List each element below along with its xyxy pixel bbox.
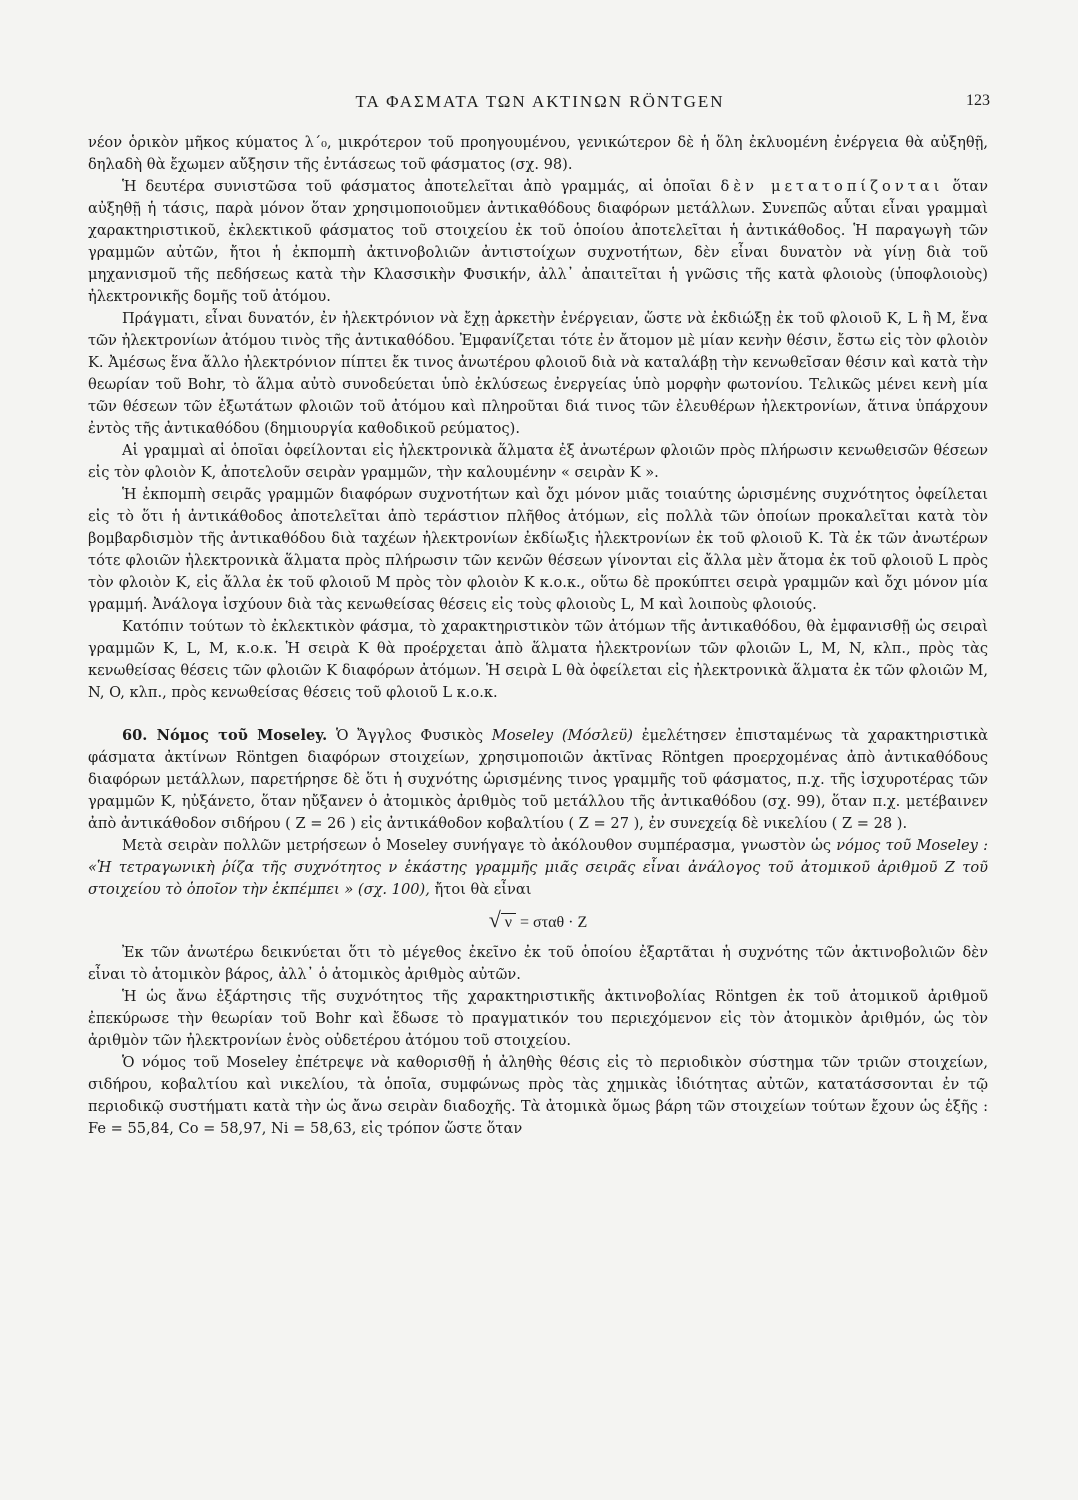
paragraph-2-spaced-emphasis: δὲν μετατοπίζονται bbox=[720, 178, 944, 195]
paragraph-8-text-a: Μετὰ σειρὰν πολλῶν μετρήσεων ὁ Moseley συνήγαγε τὸ ἀκόλουθον συμπέρασμα, γνωστὸν ὡς bbox=[122, 837, 837, 854]
paragraph-5: Ἡ ἐκπομπὴ σειρᾶς γραμμῶν διαφόρων συχνοτήτων καὶ ὄχι μόνον μιᾶς τοιαύτης ὡρισμένης συχνότητος ὀφείλεται εἰς τὸ ὅτι ἡ ἀντικάθοδος ἀποτελεῖται ἀπὸ τεράστιον πλῆθος ἀτόμων, εἰς πολλὰ τῶν ὁποίων προκαλεῖται κατὰ τὸν βομβαρδισμὸν τῆς ἀντικαθόδου διὰ ταχέων ἠλεκτρονίων ἐκδίωξις ἠλεκτρονίων ἐκ τοῦ φλοιοῦ K. Τὰ ἐκ τῶν ἀνωτέρων τότε φλοιῶν ἠλεκτρονικὰ ἅλματα πρὸς πλήρωσιν τῶν κενῶν θέσεων γίνονται εἰς ἄλλα μὲν ἄτομα ἐκ τοῦ φλοιοῦ L πρὸς τὸν φλοιὸν K, εἰς ἄλλα ἐκ τοῦ φλοιοῦ M πρὸς τὸν φλοιὸν K κ.ο.κ., οὕτω δὲ προκύπτει σειρὰ γραμμῶν καὶ ὄχι μόνον μία γραμμή. Ἀνάλογα ἰσχύουν διὰ τὰς κενωθείσας θέσεις εἰς τοὺς φλοιοὺς L, M καὶ λοιποὺς φλοιούς. bbox=[88, 486, 988, 613]
paragraph-7-text-a: Ὁ Ἄγγλος Φυσικὸς bbox=[327, 727, 492, 744]
paragraph-4: Αἱ γραμμαὶ αἱ ὁποῖαι ὀφείλονται εἰς ἠλεκτρονικὰ ἅλματα ἐξ ἀνωτέρων φλοιῶν πρὸς πλήρωσιν κενωθεισῶν θέσεων εἰς τὸν φλοιὸν K, ἀποτελοῦν σειρὰν γραμμῶν, τὴν καλουμένην « σειρὰν K ». bbox=[88, 442, 988, 481]
paragraph-3: Πράγματι, εἶναι δυνατόν, ἐν ἠλεκτρόνιον νὰ ἔχῃ ἀρκετὴν ἐνέργειαν, ὥστε νὰ ἐκδιώξῃ ἐκ τοῦ φλοιοῦ K, L ἢ M, ἕνα τῶν ἠλεκτρονίων ἀτόμου τινὸς τῆς ἀντικαθόδου. Ἐμφανίζεται τότε ἐν ἄτομον μὲ μίαν κενὴν θέσιν, ἔστω εἰς τὸν φλοιὸν K. Ἀμέσως ἕνα ἄλλο ἠλεκτρόνιον πίπτει ἔκ τινος ἀνωτέρου φλοιοῦ διὰ νὰ καταλάβῃ τὴν κενωθεῖσαν θέσιν καὶ κατὰ τὴν θεωρίαν τοῦ Bohr, τὸ ἅλμα αὐτὸ συνοδεύεται ὑπὸ ἐκλύσεως ἐνεργείας ὑπὸ μορφὴν φωτονίου. Τελικῶς μένει κενὴ μία τῶν θέσεων τῶν ἐξωτάτων φλοιῶν τοῦ ἀτόμου καὶ πληροῦται διά τινος τῶν ἐλευθέρων ἠλεκτρονίων, ἅτινα ὑπάρχουν ἐντὸς τῆς ἀντικαθόδου (δημιουργία καθοδικοῦ ρεύματος). bbox=[88, 310, 988, 437]
paragraph-2-text-b: ὅταν αὐξηθῇ ἡ τάσις, παρὰ μόνον ὅταν χρησιμοποιοῦμεν ἀντικαθόδους διαφόρων μετάλλων. Συνεπῶς αὗται εἶναι γραμμαὶ χαρακτηριστικοῦ, ἐκλεκτικοῦ φάσματος τοῦ στοιχείου ἐκ τοῦ ὁποίου ἀποτελεῖται ἡ ἀντικάθοδος. Ἡ παραγωγὴ τῶν γραμμῶν αὐτῶν, ἤτοι ἡ ἐκπομπὴ ἀκτινοβολιῶν ἀντιστοίχων συχνοτήτων, δὲν εἶναι δυνατὸν νὰ γίνῃ διὰ τοῦ μηχανισμοῦ τῆς πεδήσεως κατὰ τὴν Κλασσικὴν Φυσικήν, ἀλλ᾿ ἀπαιτεῖται ἡ γνῶσις τῆς κατὰ φλοιοὺς (ὑποφλοιοὺς) ἠλεκτρονικῆς δομῆς τοῦ ἀτόμου. bbox=[88, 178, 988, 305]
paragraph-7 bbox=[88, 725, 988, 835]
page-header bbox=[90, 92, 990, 116]
paragraph-7-text-b: ἐμελέτησεν ἐπισταμένως τὰ χαρακτηριστικὰ φάσματα ἀκτίνων Röntgen διαφόρων στοιχείων, χρησιμοποιῶν ἀκτῖνας Röntgen προερχομένας ἀπὸ ἀντικαθόδους διαφόρων μετάλλων, παρετήρησε δὲ ὅτι ἡ συχνότης ὡρισμένης τινος γραμμῆς τοῦ φάσματος, π.χ. τῆς ἰσχυροτέρας τῶν γραμμῶν K, ηὐξάνετο, ὅταν ηὔξανεν ὁ ἀτομικὸς ἀριθμὸς τοῦ μετάλλου τῆς ἀντικαθόδου (σχ. 99), ὅταν π.χ. μετέβαινεν ἀπὸ ἀντικάθοδον σιδήρου ( Z = 26 ) εἰς ἀντικάθοδον κοβαλτίου ( Z = 27 ), ἐν συνεχείᾳ δὲ νικελίου ( Z = 28 ). bbox=[88, 727, 988, 832]
formula-rhs: = σταθ · Z bbox=[520, 914, 588, 931]
square-root bbox=[489, 909, 516, 934]
radicand: ν bbox=[501, 913, 516, 931]
paragraph-2-text-a: Ἡ δευτέρα συνιστῶσα τοῦ φάσματος ἀποτελεῖται ἀπὸ γραμμάς, αἱ ὁποῖαι bbox=[122, 178, 721, 195]
page-body bbox=[88, 132, 988, 1140]
paragraph-7-italic-name: Moseley (Μόσλεϋ) bbox=[491, 727, 633, 744]
paragraph-10: Ἡ ὡς ἄνω ἐξάρτησις τῆς συχνότητος τῆς χαρακτηριστικῆς ἀκτινοβολίας Röntgen ἐκ τοῦ ἀτομικοῦ ἀριθμοῦ ἐπεκύρωσε τὴν θεωρίαν τοῦ Bohr καὶ ἔδωσε τὸ πραγματικόν του περιεχόμενον εἰς τὸν ἀτομικὸν ἀριθμόν, ὡς τὸν ἀριθμὸν τῶν ἠλεκτρονίων ἑνὸς οὐδετέρου ἀτόμου τοῦ στοιχείου. bbox=[88, 988, 988, 1049]
paragraph-2 bbox=[88, 176, 988, 308]
running-title: ΤΑ ΦΑΣΜΑΤΑ ΤΩΝ ΑΚΤΙΝΩΝ RÖNTGEN bbox=[355, 92, 725, 111]
radical-sign: √ bbox=[488, 907, 501, 932]
paragraph-8 bbox=[88, 835, 988, 901]
paragraph-11: Ὁ νόμος τοῦ Moseley ἐπέτρεψε νὰ καθορισθῇ ἡ ἀληθὴς θέσις εἰς τὸ περιοδικὸν σύστημα τῶν τριῶν στοιχείων, σιδήρου, κοβαλτίου καὶ νικελίου, τὰ ὁποῖα, συμφώνως πρὸς τὰς χημικὰς ἰδιότητας αὐτῶν, κατατάσσονται ἐν τῷ περιοδικῷ συστήματι κατὰ τὴν ὡς ἄνω σειρὰν διαδοχῆς. Τὰ ἀτομικὰ ὅμως βάρη τῶν στοιχείων τούτων ἔχουν ὡς ἑξῆς : Fe = 55,84, Co = 58,97, Ni = 58,63, εἰς τρόπον ὥστε ὅταν bbox=[88, 1054, 988, 1137]
paragraph-6: Κατόπιν τούτων τὸ ἐκλεκτικὸν φάσμα, τὸ χαρακτηριστικὸν τῶν ἀτόμων τῆς ἀντικαθόδου, θὰ ἐμφανισθῇ ὡς σειραὶ γραμμῶν K, L, M, κ.ο.κ. Ἡ σειρὰ K θὰ προέρχεται ἀπὸ ἅλματα ἠλεκτρονίων τῶν φλοιῶν L, M, N, κλπ., πρὸς τὰς κενωθείσας θέσεις τῶν φλοιῶν K διαφόρων ἀτόμων. Ἡ σειρὰ L θὰ ὀφείλεται εἰς ἠλεκτρονικὰ ἅλματα ἐκ τῶν φλοιῶν M, N, O, κλπ., πρὸς κενωθείσας θέσεις τοῦ φλοιοῦ L κ.ο.κ. bbox=[88, 618, 988, 701]
moseley-law-statement: νόμος τοῦ Moseley : «Ἡ τετραγωνικὴ ῥίζα τῆς συχνότητος ν ἑκάστης γραμμῆς μιᾶς σειρᾶς εἶναι ἀνάλογος τοῦ ἀτομικοῦ ἀριθμοῦ Z τοῦ στοιχείου τὸ ὁποῖον τὴν ἐκπέμπει » (σχ. 100), bbox=[88, 837, 988, 898]
moseley-formula bbox=[88, 909, 988, 934]
paragraph-9: Ἐκ τῶν ἀνωτέρω δεικνύεται ὅτι τὸ μέγεθος ἐκεῖνο ἐκ τοῦ ὁποίου ἐξαρτᾶται ἡ συχνότης τῶν ἀκτινοβολιῶν δὲν εἶναι τὸ ἀτομικὸν βάρος, ἀλλ᾿ ὁ ἀτομικὸς ἀριθμὸς αὐτῶν. bbox=[88, 944, 988, 983]
page-number: 123 bbox=[966, 92, 990, 109]
paragraph-8-text-b: ἤτοι θὰ εἶναι bbox=[429, 881, 532, 898]
section-heading: 60. Νόμος τοῦ Moseley. bbox=[122, 727, 328, 744]
paragraph-1: νέον ὁρικὸν μῆκος κύματος λ΄₀, μικρότερον τοῦ προηγουμένου, γενικώτερον δὲ ἡ ὅλη ἐκλυομένη ἐνέργεια θὰ αὐξηθῇ, δηλαδὴ θὰ ἔχωμεν αὔξησιν τῆς ἐντάσεως τοῦ φάσματος (σχ. 98). bbox=[88, 134, 988, 173]
